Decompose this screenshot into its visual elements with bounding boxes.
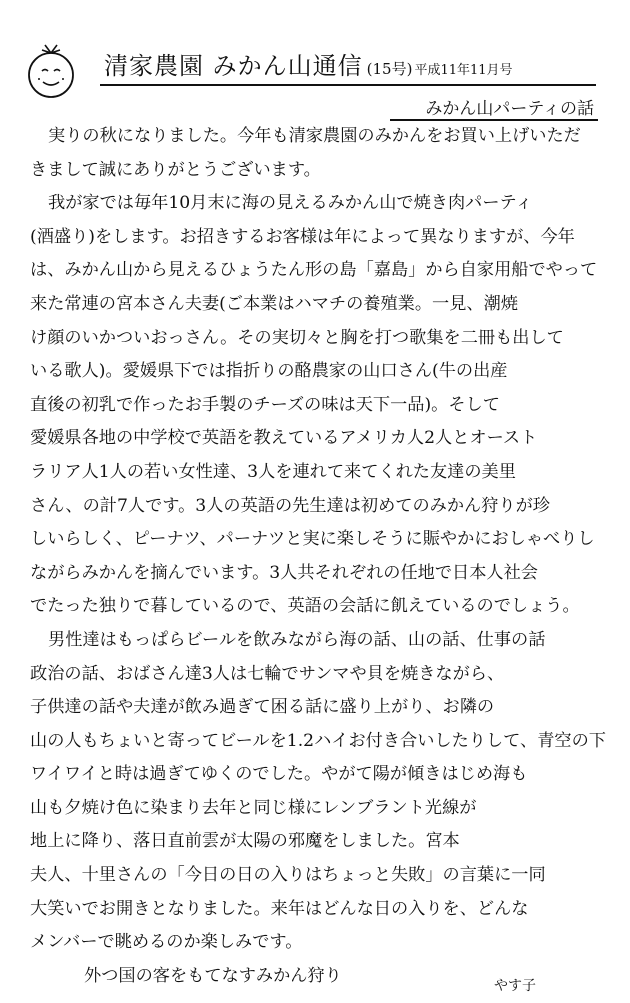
body-line: 山の人もちょいと寄ってビールを1.2ハイお付き合いしたりして、青空の下 <box>30 730 606 751</box>
body-line: 来た常連の宮本さん夫妻(ご本業はハマチの養殖業。一見、潮焼 <box>30 293 518 314</box>
body-line: ワイワイと時は過ぎてゆくのでした。やがて陽が傾きはじめ海も <box>30 764 528 785</box>
body-line: 政治の話、おばさん達3人は七輪でサンマや貝を焼きながら、 <box>30 663 505 684</box>
body-line: 山も夕焼け色に染まり去年と同じ様にレンブラント光線が <box>30 797 477 818</box>
body-line: しいらしく、ピーナツ、パーナツと実に楽しそうに賑やかにおしゃべりし <box>30 529 595 550</box>
body-line: は、みかん山から見えるひょうたん形の島「嘉島」から自家用船でやって <box>30 260 598 281</box>
mikan-face-icon <box>20 40 82 102</box>
body-line: でたった独りで暮しているので、英語の会話に飢えているのでしょう。 <box>30 596 580 617</box>
body-line: 実りの秋になりました。今年も清家農園のみかんをお買い上げいただ <box>48 126 581 146</box>
body-line: きまして誠にありがとうございます。 <box>30 159 321 180</box>
body-line: 直後の初乳で作ったお手製のチーズの味は天下一品)。そして <box>30 394 500 415</box>
newsletter-title: 清家農園 みかん山通信 <box>104 52 363 80</box>
body-line: ラリア人1人の若い女性達、3人を連れて来てくれた友達の美里 <box>30 461 516 482</box>
body-line: メンバーで眺めるのか楽しみです。 <box>30 932 303 953</box>
article-body <box>30 120 610 993</box>
newsletter-header <box>104 46 604 86</box>
body-line: さん、の計7人です。3人の英語の先生達は初めてのみかん狩りが珍 <box>30 495 550 516</box>
article-title: みかん山パーティの話 <box>425 99 594 119</box>
title-underline <box>100 84 596 86</box>
body-line: け顔のいかついおっさん。その実切々と胸を打つ歌集を二冊も出して <box>30 327 564 348</box>
body-line: 愛媛県各地の中学校で英語を教えているアメリカ人2人とオースト <box>30 428 538 449</box>
issue-number: (15号) <box>366 60 413 78</box>
body-line: 我が家では毎年10月末に海の見えるみかん山で焼き肉パーティ <box>48 193 533 214</box>
body-line: (酒盛り)をします。お招きするお客様は年によって異なりますが、今年 <box>30 226 575 247</box>
issue-date: 平成11年11月号 <box>414 63 513 78</box>
body-line: 子供達の話や夫達が飲み過ぎて困る話に盛り上がり、お隣の <box>30 697 495 718</box>
body-line: 男性達はもっぱらビールを飲みながら海の話、山の話、仕事の話 <box>48 629 546 650</box>
photo-caption: 外つ国の客をもてなすみかん狩り <box>84 965 342 986</box>
caption-row <box>30 960 610 994</box>
body-line: 地上に降り、落日直前雲が太陽の邪魔をしました。宮本 <box>30 831 460 852</box>
body-line: ながらみかんを摘んでいます。3人共それぞれの任地で日本人社会 <box>30 562 538 583</box>
author-signature: やす子 <box>494 977 536 994</box>
body-line: 大笑いでお開きとなりました。来年はどんな日の入りを、どんな <box>30 898 529 919</box>
body-line: いる歌人)。愛媛県下では指折りの酪農家の山口さん(牛の出産 <box>30 361 508 382</box>
body-line: 夫人、十里さんの「今日の日の入りはちょっと失敗」の言葉に一同 <box>30 865 546 886</box>
